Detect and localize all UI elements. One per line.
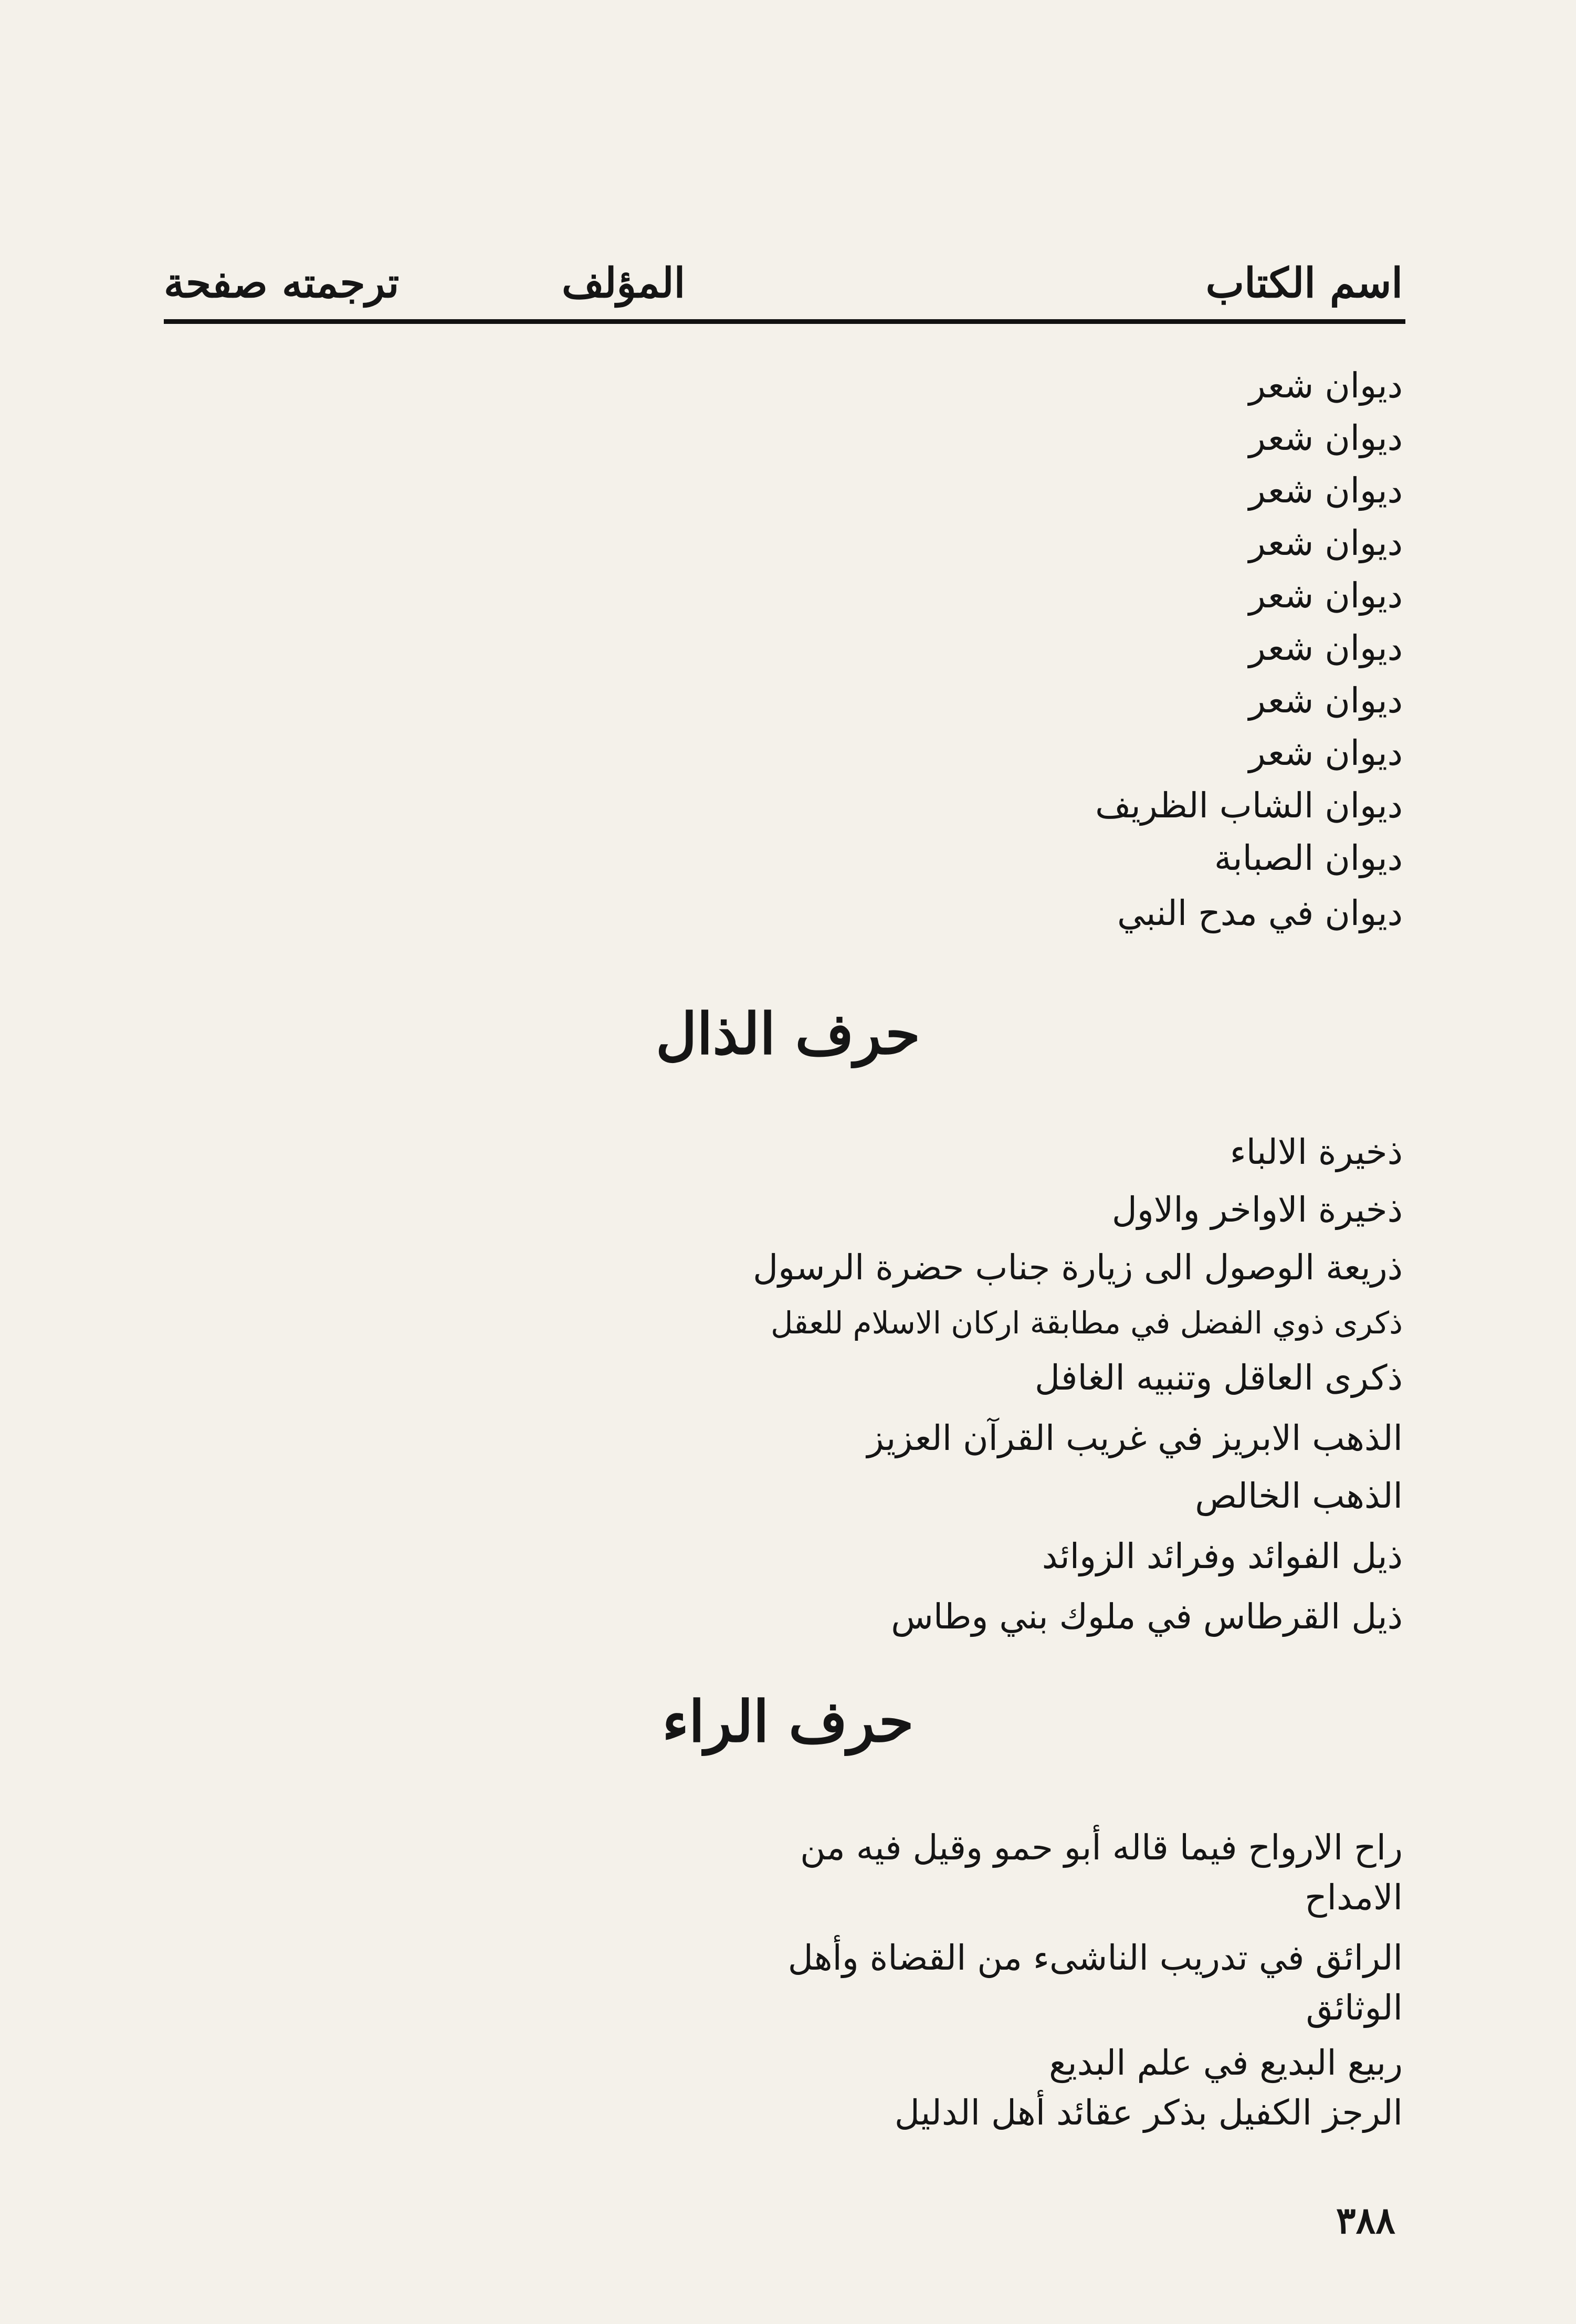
book-title: ديوان شعر <box>1248 733 1403 773</box>
book-title: ديوان شعر <box>1248 523 1403 563</box>
book-title: ديوان شعر <box>1248 575 1403 616</box>
book-title: ذخيرة الالباء <box>1230 1132 1403 1172</box>
section-heading: حرف الراء <box>662 1689 914 1755</box>
header-rule <box>164 319 1405 324</box>
section-heading: حرف الذال <box>656 1001 920 1067</box>
book-title: ذخيرة الاواخر والاول <box>1111 1190 1403 1230</box>
book-title: ديوان الصبابة <box>1214 838 1403 878</box>
book-title: ربيع البديع في علم البديع <box>1049 2043 1403 2083</box>
book-title: الذهب الابريز في غريب القرآن العزيز <box>867 1418 1403 1458</box>
book-title: ديوان شعر <box>1248 470 1403 511</box>
column-header-author: المؤلف <box>562 259 686 307</box>
book-title: ديوان شعر <box>1248 365 1403 406</box>
book-title: ذكرى ذوي الفضل في مطابقة اركان الاسلام للعقل <box>771 1305 1403 1341</box>
book-title: الرجز الكفيل بذكر عقائد أهل الدليل <box>894 2092 1403 2133</box>
book-title: ديوان في مدح النبي <box>1117 893 1403 933</box>
book-title: ديوان شعر <box>1248 418 1403 458</box>
book-title: ذريعة الوصول الى زيارة جناب حضرة الرسول <box>753 1247 1403 1288</box>
book-title: ديوان الشاب الظريف <box>1095 785 1403 826</box>
book-title: ديوان شعر <box>1248 680 1403 721</box>
book-title: الذهب الخالص <box>1195 1476 1403 1516</box>
book-title: الوثائق <box>1306 1988 1403 2028</box>
book-title-line1: راح الارواح فيما قاله أبو حمو وقيل فيه من <box>800 1827 1403 1868</box>
page-folio-number: ٣٨٨ <box>1336 2199 1395 2242</box>
book-title: ذيل القرطاس في ملوك بني وطاس <box>891 1596 1403 1637</box>
column-header-page: ترجمته صفحة <box>164 259 400 307</box>
book-title: ذيل الفوائد وفرائد الزوائد <box>1042 1536 1403 1576</box>
book-title: ذكرى العاقل وتنبيه الغافل <box>1034 1358 1403 1398</box>
column-header-title: اسم الكتاب <box>1205 259 1403 307</box>
book-title-line1: الرائق في تدريب الناشىء من القضاة وأهل <box>787 1938 1403 1978</box>
book-title: ديوان شعر <box>1248 628 1403 668</box>
book-title: الامداح <box>1305 1877 1403 1918</box>
